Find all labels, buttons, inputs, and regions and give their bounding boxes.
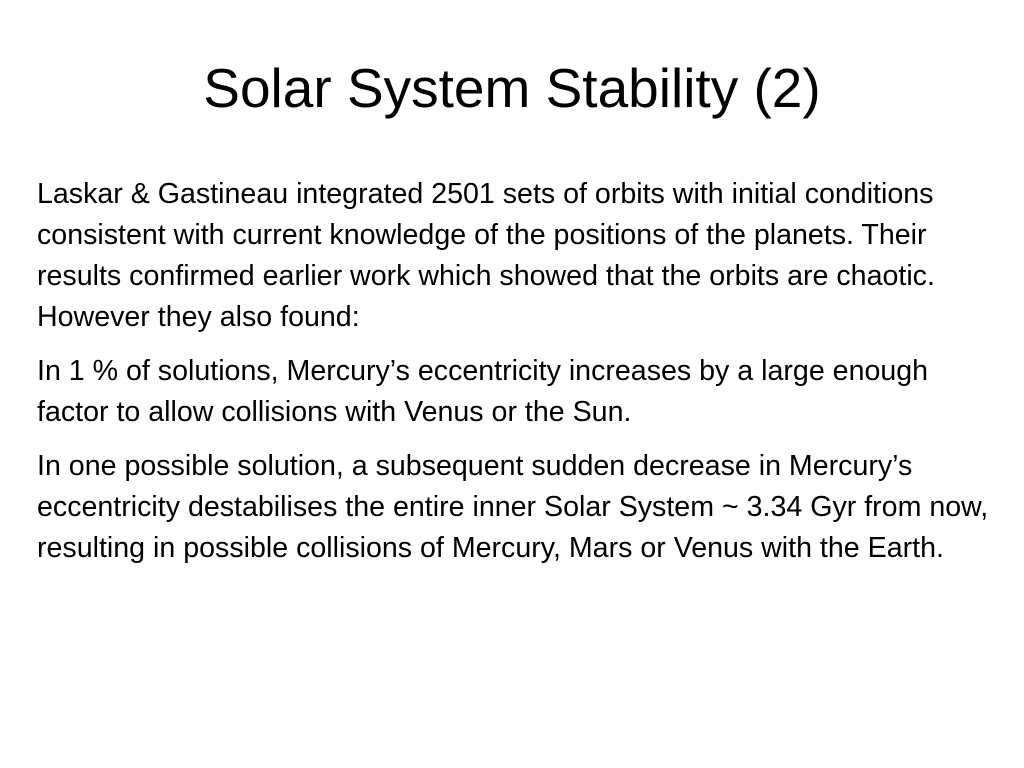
paragraph-mercury-collision: In 1 % of solutions, Mercury’s eccentricity increases by a large enough factor to allow collisions with Venus or the Sun. [37,355,929,428]
slide-body [37,174,997,582]
slide-title: Solar System Stability (2) [203,57,821,119]
paragraph-inner-system-destabilisation: In one possible solution, a subsequent sudden decrease in Mercury’s eccentricity destabilises the entire inner Solar System ~ 3.34 Gyr from now, resulting in possible collisions of Mercury, Mars or Venus with the Earth. [37,450,989,564]
paragraph-intro: Laskar & Gastineau integrated 2501 sets of orbits with initial conditions consistent with current knowledge of the positions of the planets. Their results confirmed earlier work which showed that the orbits are chaotic. However they also found: [37,178,935,333]
